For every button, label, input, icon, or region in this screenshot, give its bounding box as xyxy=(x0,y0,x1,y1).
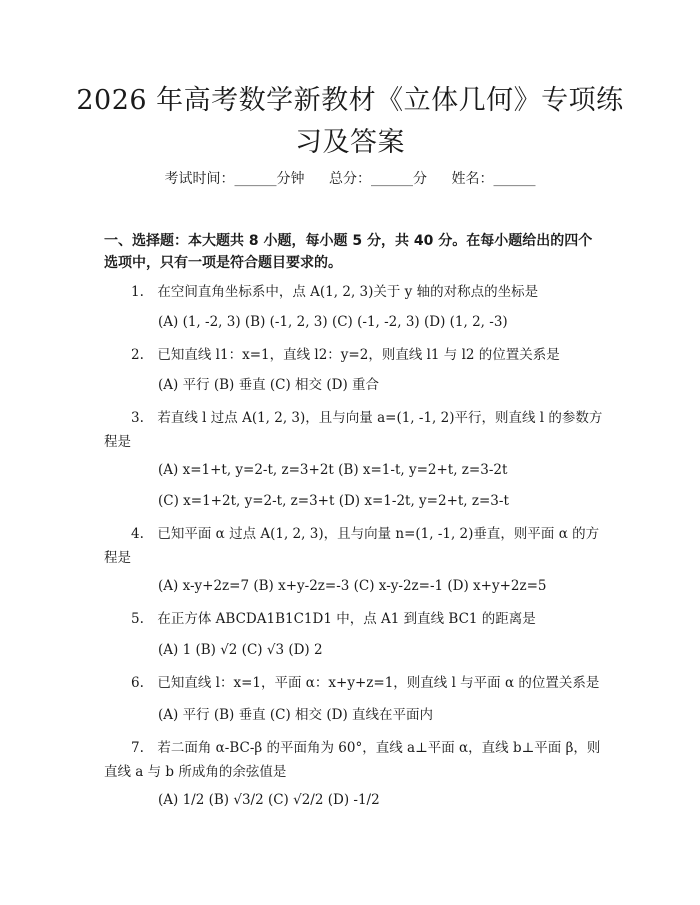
question-7-stem: 7. 若二面角 α-BC-β 的平面角为 60°，直线 a⊥平面 α，直线 b⊥平面 β，则直线 a 与 b 所成角的余弦值是 xyxy=(104,740,601,780)
question-1-options: (A) (1, -2, 3) (B) (-1, 2, 3) (C) (-1, -2, 3) (D) (1, 2, -3) xyxy=(158,314,508,330)
question-7-options: (A) 1/2 (B) √3/2 (C) √2/2 (D) -1/2 xyxy=(158,792,380,808)
exam-name: 姓名：______ xyxy=(451,171,536,187)
section-heading: 一、选择题：本大题共 8 小题，每小题 5 分，共 40 分。在每小题给出的四个选项中，只有一项是符合题目要求的。 xyxy=(104,233,593,271)
question-5-stem: 5. 在正方体 ABCDA1B1C1D1 中，点 A1 到直线 BC1 的距离是 xyxy=(131,611,536,627)
exam-time: 考试时间：______分钟 xyxy=(164,171,305,187)
page-title xyxy=(0,80,700,164)
question-1-stem: 1. 在空间直角坐标系中，点 A(1, 2, 3)关于 y 轴的对称点的坐标是 xyxy=(131,284,539,300)
exam-meta xyxy=(0,168,700,188)
question-4-stem: 4. 已知平面 α 过点 A(1, 2, 3)，且与向量 n=(1, -1, 2)垂直，则平面 α 的方程是 xyxy=(104,526,600,566)
exam-score: 总分：______分 xyxy=(329,171,427,187)
question-5-options: (A) 1 (B) √2 (C) √3 (D) 2 xyxy=(158,642,323,658)
question-3-options-1: (A) x=1+t, y=2-t, z=3+2t (B) x=1-t, y=2+t, z=3-2t xyxy=(158,462,508,478)
question-6-options: (A) 平行 (B) 垂直 (C) 相交 (D) 直线在平面内 xyxy=(158,707,433,723)
question-6-stem: 6. 已知直线 l：x=1，平面 α：x+y+z=1，则直线 l 与平面 α 的位置关系是 xyxy=(131,675,600,691)
question-2-options: (A) 平行 (B) 垂直 (C) 相交 (D) 重合 xyxy=(158,377,379,393)
question-4-options: (A) x-y+2z=7 (B) x+y-2z=-3 (C) x-y-2z=-1 (D) x+y+2z=5 xyxy=(158,578,547,594)
question-3-stem: 3. 若直线 l 过点 A(1, 2, 3)，且与向量 a=(1, -1, 2)平行，则直线 l 的参数方程是 xyxy=(104,410,603,450)
title-line-1: 2026 年高考数学新教材《立体几何》专项练 xyxy=(76,85,624,116)
question-3-options-2: (C) x=1+2t, y=2-t, z=3+t (D) x=1-2t, y=2+t, z=3-t xyxy=(158,493,509,509)
question-2-stem: 2. 已知直线 l1：x=1，直线 l2：y=2，则直线 l1 与 l2 的位置关系是 xyxy=(131,347,560,363)
title-line-2: 习及答案 xyxy=(295,127,405,158)
